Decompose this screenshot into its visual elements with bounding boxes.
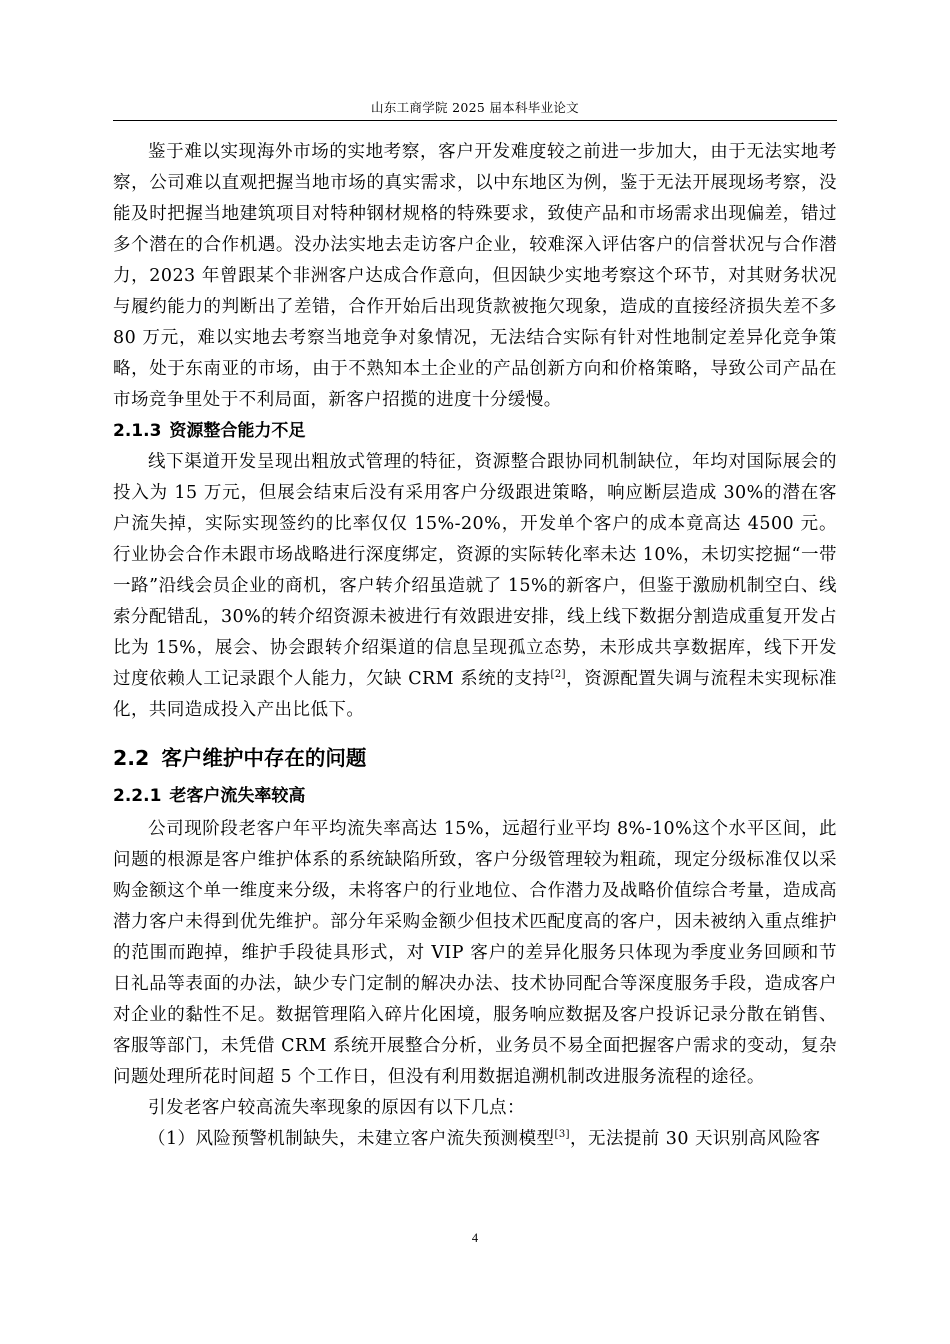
section-heading-2-2-1 [113,781,837,812]
section-number: 2.2 [113,746,150,770]
paragraph-reason-1 [113,1124,837,1155]
running-header: 山东工商学院 2025 届本科毕业论文 [371,100,579,115]
section-number: 2.2.1 [113,786,162,806]
paragraph-customer-churn: 公司现阶段老客户年平均流失率高达 15%，远超行业平均 8%-10%这个水平区间，此问题的根源是客户维护体系的系统缺陷所致，客户分级管理较为粗疏，现定分级标准仅以采购金额这个单一维度来分级，未将客户的行业地位、合作潜力及战略价值综合考量，造成高潜力客户未得到优先维护。部分年采购金额少但技术匹配度高的客户，因未被纳入重点维护的范围而跑掉，维护手段徒具形式，对 VIP 客户的差异化服务只体现为季度业务回顾和节日礼品等表面的办法，缺少专门定制的解决办法、技术协同配合等深度服务手段，造成客户对企业的黏性不足。数据管理陷入碎片化困境，服务响应数据及客户投诉记录分散在销售、客服等部门，未凭借 CRM 系统开展整合分析，业务员不易全面把握客户需求的变动，复杂问题处理所花时间超 5 个工作日，但没有利用数据追溯机制改进服务流程的途径。 [113,819,837,1087]
section-title: 老客户流失率较高 [169,786,306,806]
paragraph-text: ，无法提前 30 天识别高风险客 [570,1129,821,1149]
paragraph-churn-reasons-intro: 引发老客户较高流失率现象的原因有以下几点： [148,1098,525,1118]
section-number: 2.1.3 [113,421,162,441]
section-heading-2-1-3 [113,416,837,447]
paragraph-text: ，资源配置失调与流程未实现标准化，共同造成投入产出比低下。 [113,669,838,720]
section-title: 客户维护中存在的问题 [161,746,367,770]
citation-ref: [3] [554,1129,570,1141]
page-body [113,137,837,1155]
paragraph-resource-integration [113,447,837,726]
paragraph-text: （1）风险预警机制缺失，未建立客户流失预测模型 [148,1129,555,1149]
page-number: 4 [471,1231,479,1245]
section-heading-2-2 [113,741,837,775]
paragraph-overseas-inspection: 鉴于难以实现海外市场的实地考察，客户开发难度较之前进一步加大，由于无法实地考察，公司难以直观把握当地市场的真实需求，以中东地区为例，鉴于无法开展现场考察，没能及时把握当地建筑项目对特种钢材规格的特殊要求，致使产品和市场需求出现偏差，错过多个潜在的合作机遇。没办法实地去走访客户企业，较难深入评估客户的信誉状况与合作潜力，2023 年曾跟某个非洲客户达成合作意向，但因缺少实地考察这个环节，对其财务状况与履约能力的判断出了差错，合作开始后出现货款被拖欠现象，造成的直接经济损失差不多 80 万元，难以实地去考察当地竞争对象情况，无法结合实际有针对性地制定差异化竞争策略，处于东南亚的市场，由于不熟知本土企业的产品创新方向和价格策略，导致公司产品在市场竞争里处于不利局面，新客户招揽的进度十分缓慢。 [113,142,837,410]
citation-ref: [2] [550,669,567,681]
section-title: 资源整合能力不足 [169,421,306,441]
header-divider [113,120,837,121]
paragraph-text: 线下渠道开发呈现出粗放式管理的特征，资源整合跟协同机制缺位，年均对国际展会的投入为 15 万元，但展会结束后没有采用客户分级跟进策略，响应断层造成 30%的潜在客户流失掉，实际实现签约的比率仅仅 15%-20%，开发单个客户的成本竟高达 4500 元。行业协会合作未跟市场战略进行深度绑定，资源的实际转化率未达 10%，未切实挖掘“一带一路”沿线会员企业的商机，客户转介绍虽造就了 15%的新客户，但鉴于激励机制空白、线索分配错乱，30%的转介绍资源未被进行有效跟进安排，线上线下数据分割造成重复开发占比为 15%，展会、协会跟转介绍渠道的信息呈现孤立态势，未形成共享数据库，线下开发过度依赖人工记录跟个人能力，欠缺 CRM 系统的支持 [113,452,838,689]
